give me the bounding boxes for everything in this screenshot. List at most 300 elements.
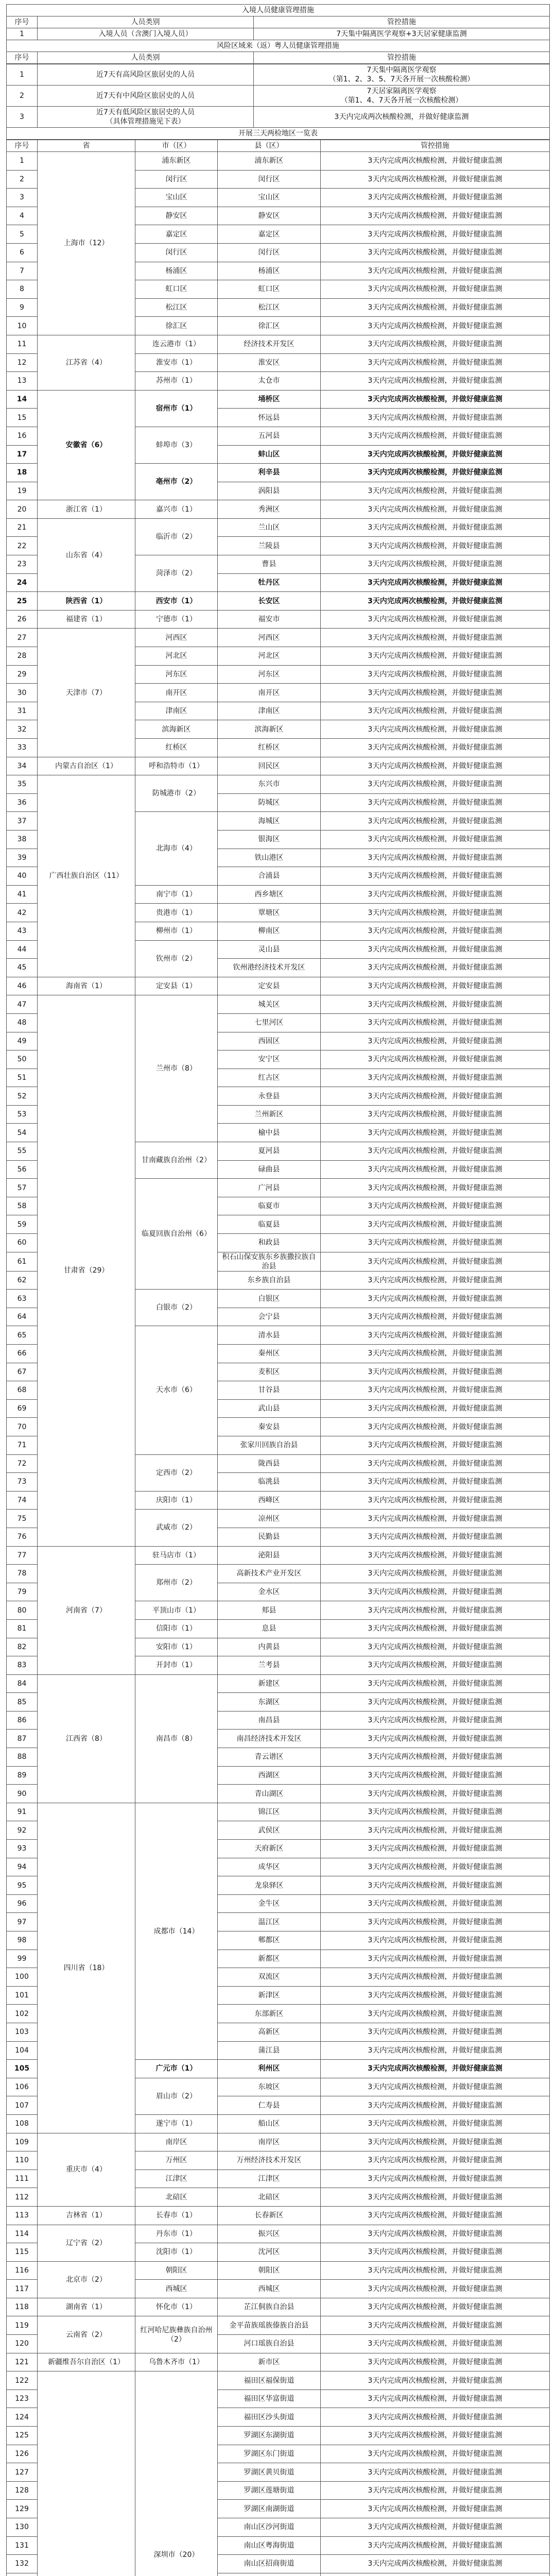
cell-measures: 3天内完成两次核酸检测，并做好健康监测 — [321, 1399, 550, 1418]
cell-county: 闵行区 — [218, 243, 321, 262]
cell-index: 116 — [7, 2261, 38, 2280]
cell-index: 61 — [7, 1252, 38, 1271]
cell-province: 江西省（8） — [38, 1674, 135, 1803]
cell-index: 54 — [7, 1124, 38, 1142]
cell-measures: 3天内完成两次核酸检测，并做好健康监测 — [321, 592, 550, 611]
cell-county: 东湖区 — [218, 1693, 321, 1711]
cell-index: 49 — [7, 1032, 38, 1050]
table-row — [7, 64, 550, 86]
cell-measures: 3天内完成两次核酸检测，并做好健康监测 — [321, 1087, 550, 1106]
cell-city: 连云港市（1） — [135, 335, 218, 353]
header-province: 省 — [38, 140, 135, 152]
cell-index: 101 — [7, 1986, 38, 2005]
cell-county: 罗湖区南湖街道 — [218, 2500, 321, 2518]
cell-measures: 3天内完成两次核酸检测，并做好健康监测 — [321, 1711, 550, 1730]
cell-province: 北京市（2） — [38, 2261, 135, 2298]
cell-index: 35 — [7, 775, 38, 794]
cell-province: 上海市（12） — [38, 152, 135, 335]
cell-index: 87 — [7, 1730, 38, 1748]
cell-index: 67 — [7, 1363, 38, 1381]
cell-county: 张家川回族自治县 — [218, 1436, 321, 1454]
cell-index: 132 — [7, 2555, 38, 2573]
cell-measures: 3天内完成两次核酸检测，并做好健康监测 — [321, 2408, 550, 2427]
cell-county: 蒲江县 — [218, 2041, 321, 2060]
cell-city: 静安区 — [135, 207, 218, 225]
cell-measures: 3天内完成两次核酸检测，并做好健康监测 — [321, 1968, 550, 1987]
cell-index: 32 — [7, 720, 38, 739]
cell-county: 罗湖区东湖街道 — [218, 2427, 321, 2445]
cell-measures: 3天内完成两次核酸检测，并做好健康监测 — [321, 335, 550, 353]
cell-city: 北碚区 — [135, 2188, 218, 2207]
cell-measures: 3天内完成两次核酸检测，并做好健康监测 — [321, 1050, 550, 1069]
cell-measures: 3天内完成两次核酸检测，并做好健康监测 — [321, 629, 550, 647]
cell-measures: 3天内完成两次核酸检测，并做好健康监测 — [321, 1418, 550, 1436]
table-row — [7, 500, 550, 519]
cell-measures: 3天内完成两次核酸检测，并做好健康监测 — [321, 537, 550, 555]
cell-county: 沈河区 — [218, 2243, 321, 2262]
cell-county: 津南区 — [218, 702, 321, 720]
cell-measures: 3天内完成两次核酸检测，并做好健康监测 — [321, 1142, 550, 1161]
cell-county: 五河县 — [218, 427, 321, 445]
cell-measures: 3天内完成两次核酸检测，并做好健康监测 — [321, 1308, 550, 1326]
cell-index: 28 — [7, 647, 38, 666]
cell-index: 34 — [7, 757, 38, 775]
table-row — [7, 2316, 550, 2335]
cell-measures: 3天内完成两次核酸检测，并做好健康监测 — [321, 1674, 550, 1693]
cell-index: 66 — [7, 1345, 38, 1363]
cell-measures: 3天内完成两次核酸检测，并做好健康监测 — [321, 207, 550, 225]
cell-county: 兰陵县 — [218, 537, 321, 555]
cell-index: 17 — [7, 445, 38, 464]
cell-county: 福安市 — [218, 610, 321, 629]
cell-index: 124 — [7, 2408, 38, 2427]
cell-city: 深圳市（20） — [135, 2371, 218, 2576]
cell-province: 河南省（7） — [38, 1546, 135, 1674]
cell-city: 蚌埠市（3） — [135, 427, 218, 463]
cell-county: 覃塘区 — [218, 904, 321, 922]
cell-measures: 3天内完成两次核酸检测，并做好健康监测 — [321, 1271, 550, 1290]
cell-county: 徐汇区 — [218, 317, 321, 335]
cell-city: 南开区 — [135, 684, 218, 702]
cell-index: 96 — [7, 1894, 38, 1913]
cell-measures: 3天内完成两次核酸检测，并做好健康监测 — [321, 2243, 550, 2262]
cell-county: 怀远县 — [218, 409, 321, 427]
cell-measures: 3天内完成两次核酸检测，并做好健康监测 — [321, 2316, 550, 2335]
cell-index — [7, 2573, 38, 2576]
cell-county: 福田区华富街道 — [218, 2389, 321, 2408]
cell-measures: 3天内完成两次核酸检测，并做好健康监测 — [321, 995, 550, 1014]
cell-province: 安徽省（6） — [38, 390, 135, 500]
cell-index: 44 — [7, 940, 38, 959]
cell-index: 42 — [7, 904, 38, 922]
cell-measures: 3天内完成两次核酸检测，并做好健康监测 — [321, 720, 550, 739]
cell-city: 亳州市（2） — [135, 464, 218, 500]
cell-index: 88 — [7, 1748, 38, 1767]
cell-measures: 7天居家隔离医学观察 （第1、4、7天各开展一次核酸检测） — [254, 86, 550, 107]
cell-city: 钦州市（2） — [135, 940, 218, 977]
cell-measures: 3天内完成两次核酸检测，并做好健康监测 — [321, 647, 550, 666]
cell-measures: 3天内完成两次核酸检测，并做好健康监测 — [321, 1105, 550, 1124]
cell-index: 8 — [7, 280, 38, 299]
cell-measures: 3天内完成两次核酸检测，并做好健康监测 — [321, 2041, 550, 2060]
table-row — [7, 152, 550, 171]
cell-measures: 7天集中隔离医学观察+3天居家健康监测 — [254, 28, 550, 40]
cell-index: 23 — [7, 555, 38, 574]
cell-index: 105 — [7, 2060, 38, 2078]
cell-county: 罗湖区东门街道 — [218, 2445, 321, 2463]
cell-county: 朝阳区 — [218, 2261, 321, 2280]
cell-index: 99 — [7, 1950, 38, 1968]
cell-measures: 3天内完成两次核酸检测，并做好健康监测 — [321, 1693, 550, 1711]
cell-measures: 3天内完成两次核酸检测，并做好健康监测 — [321, 1363, 550, 1381]
cell-measures: 3天内完成两次核酸检测，并做好健康监测 — [321, 243, 550, 262]
cell-measures: 3天内完成两次核酸检测，并做好健康监测 — [321, 1656, 550, 1675]
table-row — [7, 2261, 550, 2280]
cell-city: 天水市（6） — [135, 1326, 218, 1454]
cell-county: 嘉定区 — [218, 225, 321, 244]
cell-measures: 3天内完成两次核酸检测，并做好健康监测 — [321, 1491, 550, 1510]
cell-index: 6 — [7, 243, 38, 262]
cell-index: 31 — [7, 702, 38, 720]
cell-measures: 3天内完成两次核酸检测，并做好健康监测 — [321, 1638, 550, 1656]
cell-index: 78 — [7, 1565, 38, 1583]
cell-city: 徐汇区 — [135, 317, 218, 335]
cell-measures: 3天内完成两次核酸检测，并做好健康监测 — [321, 390, 550, 409]
cell-measures: 3天内完成两次核酸检测，并做好健康监测 — [321, 2518, 550, 2537]
cell-county: 高新技术产业开发区 — [218, 1565, 321, 1583]
cell-measures: 3天内完成两次核酸检测，并做好健康监测 — [321, 2133, 550, 2151]
cell-index: 9 — [7, 298, 38, 317]
cell-measures: 3天内完成两次核酸检测，并做好健康监测 — [321, 1565, 550, 1583]
header-index: 序号 — [7, 16, 38, 28]
cell-province: 福建省（1） — [38, 610, 135, 629]
cell-city: 菏泽市（2） — [135, 555, 218, 592]
cell-county: 河西区 — [218, 629, 321, 647]
cell-index: 112 — [7, 2188, 38, 2207]
cell-measures: 3天内完成两次核酸检测，并做好健康监测 — [321, 2261, 550, 2280]
table-row — [7, 86, 550, 107]
cell-index: 22 — [7, 537, 38, 555]
cell-city: 怀化市（1） — [135, 2298, 218, 2316]
cell-measures: 3天内完成两次核酸检测，并做好健康监测 — [321, 665, 550, 684]
cell-index: 1 — [7, 64, 38, 86]
cell-city: 河北区 — [135, 647, 218, 666]
cell-city: 呼和浩特市（1） — [135, 757, 218, 775]
cell-county: 定安县 — [218, 977, 321, 995]
cell-county: 经济技术开发区 — [218, 335, 321, 353]
cell-county: 碌曲县 — [218, 1160, 321, 1179]
cell-county: 武山县 — [218, 1399, 321, 1418]
header-index: 序号 — [7, 140, 38, 152]
cell-index: 11 — [7, 335, 38, 353]
cell-index: 10 — [7, 317, 38, 335]
cell-measures: 3天内完成两次核酸检测，并做好健康监测 — [321, 1583, 550, 1601]
table-row — [7, 2206, 550, 2225]
cell-measures: 3天内完成两次核酸检测，并做好健康监测 — [321, 1840, 550, 1858]
cell-county: 万州经济技术开发区 — [218, 2151, 321, 2170]
cell-measures: 3天内完成两次核酸检测，并做好健康监测 — [321, 940, 550, 959]
cell-measures: 3天内完成两次核酸检测，并做好健康监测 — [321, 2353, 550, 2371]
cell-city: 郑州市（2） — [135, 1565, 218, 1601]
cell-county: 新市区 — [218, 2353, 321, 2371]
cell-measures: 3天内完成两次核酸检测，并做好健康监测 — [321, 2188, 550, 2207]
table-row — [7, 2133, 550, 2151]
cell-measures: 3天内完成两次核酸检测，并做好健康监测 — [321, 1032, 550, 1050]
table-row — [7, 518, 550, 537]
cell-category: 近7天有低风险区旅居史的人员 （具体管理措施见下表） — [38, 107, 254, 128]
cell-measures: 3天内完成两次核酸检测，并做好健康监测 — [321, 2389, 550, 2408]
cell-index: 75 — [7, 1510, 38, 1528]
cell-index: 62 — [7, 1271, 38, 1290]
cell-province: 重庆市（4） — [38, 2133, 135, 2206]
cell-measures: 3天内完成两次核酸检测，并做好健康监测 — [321, 2463, 550, 2482]
cell-index: 110 — [7, 2151, 38, 2170]
cell-index: 119 — [7, 2316, 38, 2335]
cell-county: 牡丹区 — [218, 573, 321, 592]
table-row — [7, 995, 550, 1014]
cell-index: 121 — [7, 2353, 38, 2371]
cell-index: 37 — [7, 812, 38, 831]
cell-measures: 3天内完成两次核酸检测，并做好健康监测 — [321, 2096, 550, 2115]
cell-county: 滨海新区 — [218, 720, 321, 739]
cell-province: 内蒙古自治区（1） — [38, 757, 135, 775]
cell-city: 乌鲁木齐市（1） — [135, 2353, 218, 2371]
cell-index: 2 — [7, 170, 38, 189]
cell-index: 109 — [7, 2133, 38, 2151]
cell-county: 河东区 — [218, 665, 321, 684]
cell-city: 白银市（2） — [135, 1290, 218, 1326]
table-row — [7, 610, 550, 629]
table-row — [7, 1803, 550, 1821]
cell-county: 兰考县 — [218, 1656, 321, 1675]
cell-measures: 3天内完成两次核酸检测，并做好健康监测 — [321, 573, 550, 592]
cell-measures: 3天内完成两次核酸检测，并做好健康监测 — [321, 1013, 550, 1032]
cell-city: 开封市（1） — [135, 1656, 218, 1675]
cell-index: 18 — [7, 464, 38, 482]
cell-index: 60 — [7, 1234, 38, 1252]
cell-measures: 3天内完成两次核酸检测，并做好健康监测 — [321, 1454, 550, 1473]
cell-measures: 3天内完成两次核酸检测，并做好健康监测 — [321, 1381, 550, 1400]
cell-county: 振兴区 — [218, 2225, 321, 2243]
cell-index: 70 — [7, 1418, 38, 1436]
cell-province: 云南省（2） — [38, 2316, 135, 2353]
cell-city: 嘉兴市（1） — [135, 500, 218, 519]
cell-index: 5 — [7, 225, 38, 244]
cell-measures: 3天内完成两次核酸检测，并做好健康监测 — [321, 1894, 550, 1913]
cell-province: 新疆维吾尔自治区（1） — [38, 2353, 135, 2371]
cell-county: 锦江区 — [218, 1803, 321, 1821]
cell-index: 52 — [7, 1087, 38, 1106]
cell-index: 85 — [7, 1693, 38, 1711]
header-measures: 管控措施 — [254, 16, 550, 28]
cell-measures: 3天内完成两次核酸检测，并做好健康监测 — [321, 2114, 550, 2133]
cell-county — [218, 2573, 321, 2576]
cell-county: 东乡族自治县 — [218, 1271, 321, 1290]
cell-index: 13 — [7, 372, 38, 391]
cell-measures: 3天内完成两次核酸检测，并做好健康监测 — [321, 2005, 550, 2023]
cell-index: 103 — [7, 2023, 38, 2041]
table-row — [7, 335, 550, 353]
header-category: 人员类别 — [38, 52, 254, 64]
cell-measures: 3天内完成两次核酸检测，并做好健康监测 — [321, 867, 550, 886]
cell-index: 93 — [7, 1840, 38, 1858]
table-row — [7, 28, 550, 40]
cell-index: 12 — [7, 353, 38, 372]
header-category: 人员类别 — [38, 16, 254, 28]
cell-city: 宁德市（1） — [135, 610, 218, 629]
cell-measures: 3天内完成两次核酸检测，并做好健康监测 — [321, 1876, 550, 1895]
table-row — [7, 390, 550, 409]
cell-measures: 3天内完成两次核酸检测，并做好健康监测 — [321, 2170, 550, 2188]
cell-index: 79 — [7, 1583, 38, 1601]
cell-county: 和政县 — [218, 1234, 321, 1252]
cell-measures: 3天内完成两次核酸检测，并做好健康监测 — [321, 2445, 550, 2463]
cell-county: 虹口区 — [218, 280, 321, 299]
cell-county: 陇西县 — [218, 1454, 321, 1473]
cell-city: 宝山区 — [135, 189, 218, 207]
cell-index: 130 — [7, 2518, 38, 2537]
cell-city: 甘南藏族自治州（2） — [135, 1142, 218, 1179]
cell-measures: 3天内完成两次核酸检测，并做好健康监测 — [321, 1252, 550, 1271]
cell-city: 江津区 — [135, 2170, 218, 2188]
cell-county: 河北区 — [218, 647, 321, 666]
table-row — [7, 2353, 550, 2371]
cell-city: 兰州市（8） — [135, 995, 218, 1142]
cell-index: 92 — [7, 1821, 38, 1840]
cell-index: 125 — [7, 2427, 38, 2445]
section1-title: 入境人员健康管理措施 — [7, 5, 550, 16]
cell-county: 兰山区 — [218, 518, 321, 537]
cell-category: 近7天有中风险区旅居史的人员 — [38, 86, 254, 107]
cell-measures: 3天内完成两次核酸检测，并做好健康监测 — [321, 1290, 550, 1308]
cell-measures: 3天内完成两次核酸检测，并做好健康监测 — [321, 1601, 550, 1620]
cell-county: 榆中县 — [218, 1124, 321, 1142]
cell-city: 遂宁市（1） — [135, 2114, 218, 2133]
cell-city: 防城港市（2） — [135, 775, 218, 812]
cell-county: 秦州区 — [218, 1345, 321, 1363]
cell-province — [38, 2371, 135, 2576]
inbound-measures-table — [6, 4, 550, 64]
cell-measures: 3天内完成两次核酸检测，并做好健康监测 — [321, 1179, 550, 1197]
cell-city: 临沂市（2） — [135, 518, 218, 555]
cell-measures: 3天内完成两次核酸检测，并做好健康监测 — [321, 812, 550, 831]
table-row — [7, 775, 550, 794]
cell-index: 58 — [7, 1197, 38, 1215]
cell-county: 南山区招商街道 — [218, 2555, 321, 2573]
cell-index: 30 — [7, 684, 38, 702]
cell-county: 福田区沙头街道 — [218, 2408, 321, 2427]
cell-measures: 3天内完成两次核酸检测，并做好健康监测 — [321, 1473, 550, 1492]
cell-measures: 3天内完成两次核酸检测，并做好健康监测 — [321, 445, 550, 464]
cell-measures: 3天内完成两次核酸检测，并做好健康监测 — [321, 280, 550, 299]
cell-measures: 3天内完成两次核酸检测，并做好健康监测 — [321, 2536, 550, 2555]
cell-index: 90 — [7, 1785, 38, 1803]
cell-index: 117 — [7, 2280, 38, 2298]
cell-province: 江苏省（4） — [38, 335, 135, 390]
cell-measures: 3天内完成两次核酸检测，并做好健康监测 — [321, 2481, 550, 2500]
cell-index: 24 — [7, 573, 38, 592]
cell-county: 南山区粤海街道 — [218, 2536, 321, 2555]
cell-index: 57 — [7, 1179, 38, 1197]
cell-city: 北海市（4） — [135, 812, 218, 885]
cell-county: 罗湖区黄贝街道 — [218, 2463, 321, 2482]
cell-city: 定安县（1） — [135, 977, 218, 995]
cell-city: 定西市（2） — [135, 1454, 218, 1491]
cell-measures: 3天内完成两次核酸检测，并做好健康监测 — [321, 1730, 550, 1748]
cell-city: 武威市（2） — [135, 1510, 218, 1546]
cell-measures: 3天内完成两次核酸检测，并做好健康监测 — [321, 849, 550, 867]
header-index: 序号 — [7, 52, 38, 64]
cell-measures: 3天内完成两次核酸检测，并做好健康监测 — [321, 1510, 550, 1528]
cell-measures: 3天内完成两次核酸检测，并做好健康监测 — [321, 2298, 550, 2316]
cell-measures: 3天内完成两次核酸检测，并做好健康监测 — [321, 1803, 550, 1821]
cell-measures: 3天内完成两次核酸检测，并做好健康监测 — [321, 977, 550, 995]
cell-measures: 3天内完成两次核酸检测，并做好健康监测 — [321, 1546, 550, 1565]
cell-index: 26 — [7, 610, 38, 629]
cell-measures: 3天内完成两次核酸检测，并做好健康监测 — [321, 2427, 550, 2445]
cell-measures: 3天内完成两次核酸检测，并做好健康监测 — [321, 464, 550, 482]
cell-measures: 3天内完成两次核酸检测，并做好健康监测 — [321, 2078, 550, 2096]
cell-measures: 3天内完成两次核酸检测，并做好健康监测 — [321, 959, 550, 977]
cell-city: 嘉定区 — [135, 225, 218, 244]
cell-county: 防城区 — [218, 793, 321, 812]
cell-index: 80 — [7, 1601, 38, 1620]
cell-index: 33 — [7, 739, 38, 757]
cell-index: 84 — [7, 1674, 38, 1693]
cell-county: 南开区 — [218, 684, 321, 702]
table-row — [7, 1546, 550, 1565]
cell-county: 闵行区 — [218, 170, 321, 189]
cell-city: 朝阳区 — [135, 2261, 218, 2280]
cell-county: 兰州新区 — [218, 1105, 321, 1124]
cell-index: 91 — [7, 1803, 38, 1821]
cell-index: 106 — [7, 2078, 38, 2096]
cell-county: 广河县 — [218, 1179, 321, 1197]
table-row — [7, 629, 550, 647]
cell-county: 红桥区 — [218, 739, 321, 757]
cell-county: 安宁区 — [218, 1050, 321, 1069]
cell-city: 平顶山市（1） — [135, 1601, 218, 1620]
cell-province: 广西壮族自治区（11） — [38, 775, 135, 977]
cell-index: 53 — [7, 1105, 38, 1124]
cell-county: 内黄县 — [218, 1638, 321, 1656]
cell-province: 吉林省（1） — [38, 2206, 135, 2225]
cell-index: 41 — [7, 885, 38, 904]
cell-city: 红河哈尼族彝族自治州（2） — [135, 2316, 218, 2353]
cell-county: 曹县 — [218, 555, 321, 574]
cell-index: 73 — [7, 1473, 38, 1492]
cell-index: 59 — [7, 1215, 38, 1234]
cell-county: 芷江侗族自治县 — [218, 2298, 321, 2316]
cell-county: 淮安区 — [218, 353, 321, 372]
cell-measures: 3天内完成两次核酸检测，并做好健康监测 — [321, 1950, 550, 1968]
cell-county: 静安区 — [218, 207, 321, 225]
cell-city: 宿州市（1） — [135, 390, 218, 427]
cell-index: 111 — [7, 2170, 38, 2188]
cell-index: 39 — [7, 849, 38, 867]
cell-measures: 3天内完成两次核酸检测，并做好健康监测 — [321, 262, 550, 280]
cell-measures: 3天内完成两次核酸检测，并做好健康监测 — [321, 353, 550, 372]
cell-county: 柳南区 — [218, 922, 321, 940]
cell-county: 金牛区 — [218, 1894, 321, 1913]
cell-measures: 7天集中隔离医学观察 （第1、2、3、5、7天各开展一次核酸检测） — [254, 64, 550, 86]
cell-county: 北碚区 — [218, 2188, 321, 2207]
cell-measures: 3天内完成两次核酸检测，并做好健康监测 — [321, 298, 550, 317]
cell-index: 1 — [7, 28, 38, 40]
cell-city: 闵行区 — [135, 243, 218, 262]
cell-county: 南岸区 — [218, 2133, 321, 2151]
table-row — [7, 2298, 550, 2316]
